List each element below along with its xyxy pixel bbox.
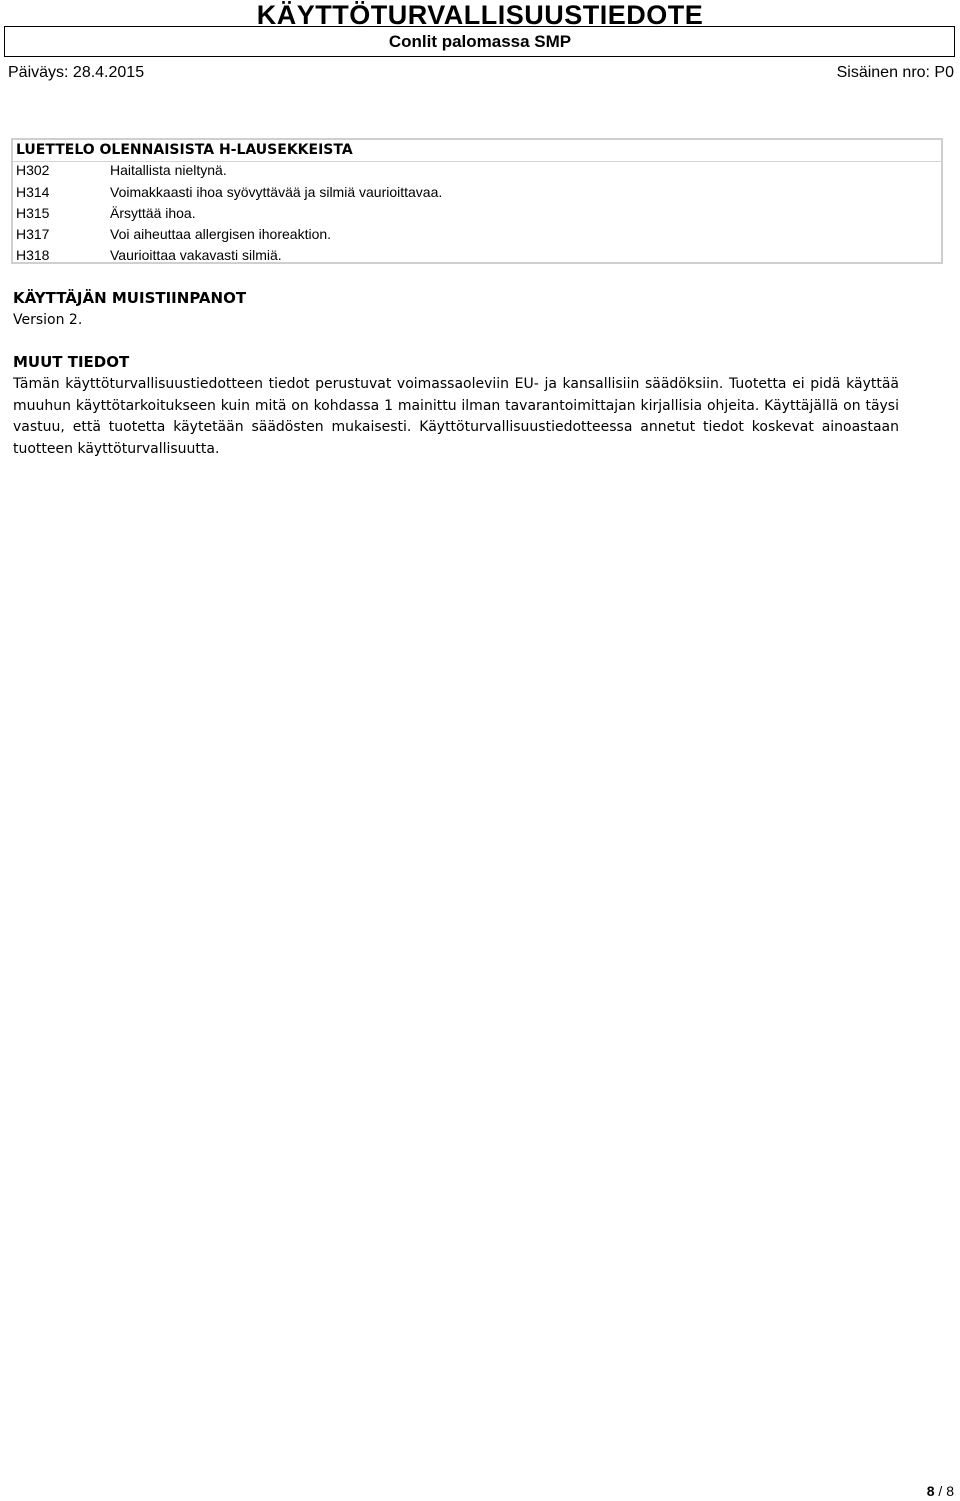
hazard-text: Voi aiheuttaa allergisen ihoreaktion.: [110, 226, 332, 242]
hazard-text: Haitallista nieltynä.: [110, 162, 227, 178]
page-separator: /: [934, 1483, 947, 1499]
page-current: 8: [926, 1483, 935, 1499]
hazard-code: H314: [16, 184, 50, 200]
hazard-code: H318: [16, 247, 50, 263]
hazard-text: Vaurioittaa vakavasti silmiä.: [110, 247, 282, 263]
product-name: Conlit palomassa SMP: [388, 32, 572, 51]
user-notes-title: KÄYTTÄJÄN MUISTIINPANOT: [13, 289, 247, 307]
other-info-text: Tämän käyttöturvallisuustiedotteen tiedot perustuvat voimassaoleviin EU- ja kansallisiin säädöksiin. Tuotetta ei pidä käyttää muuhun käyttötarkoitukseen kuin mitä on kohdassa 1 mainittu ilman tavarantoimittajan kirjallisia ohjeita. Käyttäjällä on täysi vastuu, että tuotetta käytetään säädösten mukaisesti. Käyttöturvallisuustiedotteessa annetut tiedot koskevat ainoastaan tuotteen käyttöturvallisuutta.: [13, 376, 899, 457]
hazard-code: H315: [16, 205, 50, 221]
page-total: 8: [946, 1483, 954, 1499]
document-title: KÄYTTÖTURVALLISUUSTIEDOTE: [256, 0, 704, 30]
hazard-text: Voimakkaasti ihoa syövyttävää ja silmiä vaurioittavaa.: [110, 184, 443, 200]
page-number: [927, 1482, 954, 1500]
date-label: Päiväys: 28.4.2015: [8, 64, 145, 81]
internal-number: Sisäinen nro: P0: [836, 64, 954, 81]
hazard-text: Ärsyttää ihoa.: [110, 205, 196, 221]
hazard-statements-title: LUETTELO OLENNAISISTA H-LAUSEKKEISTA: [16, 142, 353, 158]
hazard-code: H302: [16, 162, 50, 178]
hazard-code: H317: [16, 226, 50, 242]
user-notes-text: Version 2.: [13, 312, 83, 328]
other-info-title: MUUT TIEDOT: [13, 353, 130, 371]
